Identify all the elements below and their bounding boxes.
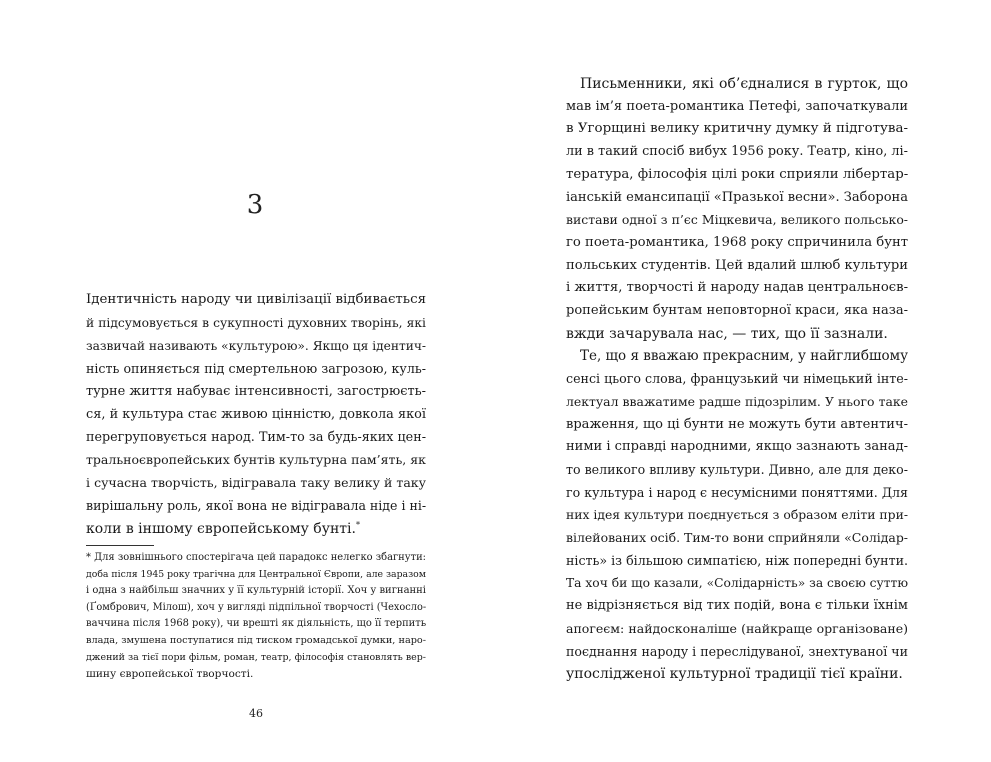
text-line: лектуал вважатиме радше підозрілим. У нього таке — [566, 393, 908, 409]
footnote-line: влада, змушена поступатися під тиском громадської думки, наро- — [86, 634, 426, 646]
text-line: іанській емансипації «Празької весни». Заборона — [566, 189, 908, 205]
footnote-line: доба після 1945 року трагічна для Центральної Європи, але заразом — [86, 568, 426, 580]
text-line: ність опиняється під смертельною загрозою, куль- — [86, 360, 426, 376]
text-line: тература, філософія цілі роки сприяли лібертар- — [566, 166, 909, 182]
text-line: вілейованих осіб. Тим-то вони сприйняли «Солідар- — [566, 530, 908, 546]
footnote-line: і одна з найбільш значних у її культурній історії. Хоч у вигнанні — [86, 585, 426, 597]
text-line: поєднання народу і переслідуваної, знехтуваної чи — [566, 643, 908, 659]
footnote-line: шину європейської творчості. — [86, 668, 254, 681]
text-line: них ідея культури поєднується з образом еліти при- — [566, 508, 908, 523]
text-line: апогеєм: найдосконаліше (найкраще організоване) — [566, 620, 908, 636]
left-page — [0, 0, 495, 762]
footnote-line: джений за тієї пори фільм, роман, театр, філософія становлять вер- — [86, 651, 426, 663]
text-line: го поета-романтика, 1968 року спричинила бунт — [566, 234, 909, 250]
text-line: в Угорщині велику критичну думку й підготува- — [566, 121, 908, 137]
text-line: упослідженої культурної традиції тієї країни. — [566, 666, 903, 683]
text-line: сенсі цього слова, французький чи німецький інте- — [566, 371, 908, 387]
text-line: то великого впливу культури. Дивно, але для деко- — [566, 461, 908, 477]
right-body-text — [566, 73, 908, 686]
footnote-line: ваччина після 1968 року), чи врешті як діяльність, що її терпить — [86, 618, 427, 630]
text-line: ними і справді народними, якщо зазнають занад- — [566, 439, 909, 455]
text-line: і сучасна творчість, відігравала таку велику й таку — [86, 475, 426, 491]
text-line: зазвичай називають «культурою». Якщо ця ідентич- — [86, 338, 426, 353]
text-line: го культура і народ є несумісними поняттями. Для — [566, 484, 908, 500]
text-line: вирішальну роль, якої вона не відігравала ніде і ні- — [86, 498, 427, 514]
text-line: Письменники, які об’єдналися в гурток, що — [580, 76, 908, 92]
text-line: не відрізняється від тих подій, вона є тільки їхнім — [566, 598, 908, 614]
footnote-divider — [86, 545, 154, 546]
text-line: ність» із більшою симпатією, ніж попередні бунти. — [566, 552, 908, 568]
text-line: ли в такий спосіб вибух 1956 року. Театр, кіно, лі- — [566, 144, 908, 160]
text-line: турне життя набуває інтенсивності, загострюєть- — [86, 383, 426, 399]
right-page — [495, 0, 991, 762]
footnote-line: * Для зовнішнього спостерігача цей парадокс нелегко збагнути: — [86, 552, 426, 563]
text-line: мав ім’я поета-романтика Петефі, започаткували — [566, 98, 908, 114]
footnote — [86, 550, 426, 683]
text-line: вистави одної з п’єс Міцкевича, великого польсько- — [566, 212, 908, 228]
text-line-content: коли в іншому європейському бунті. — [86, 521, 356, 538]
text-line: Те, що я вважаю прекрасним, у найглибшому — [580, 348, 908, 365]
text-line: ся, й культура стає живою цінністю, довкола якої — [86, 406, 426, 422]
chapter-number: 3 — [246, 190, 264, 220]
text-line: ропейським бунтам неповторної краси, яка наза- — [566, 303, 908, 319]
text-line-last — [86, 518, 426, 541]
text-line: польських студентів. Цей вдалий шлюб культури — [566, 257, 908, 273]
text-line: тральноєвропейських бунтів культурна пам’ять, як — [86, 452, 426, 468]
text-line: враження, що ці бунти не можуть бути автентич- — [566, 416, 908, 432]
text-line: Ідентичність народу чи цивілізації відбивається — [86, 292, 426, 307]
text-line: вжди зачарувала нас, — тих, що її зазнали. — [566, 325, 888, 342]
text-line: перегруповується народ. Тим-то за будь-яких цен- — [86, 429, 426, 445]
footnote-marker: * — [355, 520, 360, 530]
footnote-line: (Ґомбрович, Мілош), хоч у вигляді підпільної творчості (Чехосло- — [86, 601, 427, 613]
page-number: 46 — [249, 707, 263, 720]
left-body-text — [86, 289, 426, 541]
text-line: й підсумовується в сукупності духовних творінь, які — [86, 315, 426, 330]
text-line: Та хоч би що казали, «Солідарність» за своєю суттю — [566, 576, 908, 591]
text-line: і життя, творчості й народу надав центральноєв- — [566, 280, 909, 296]
